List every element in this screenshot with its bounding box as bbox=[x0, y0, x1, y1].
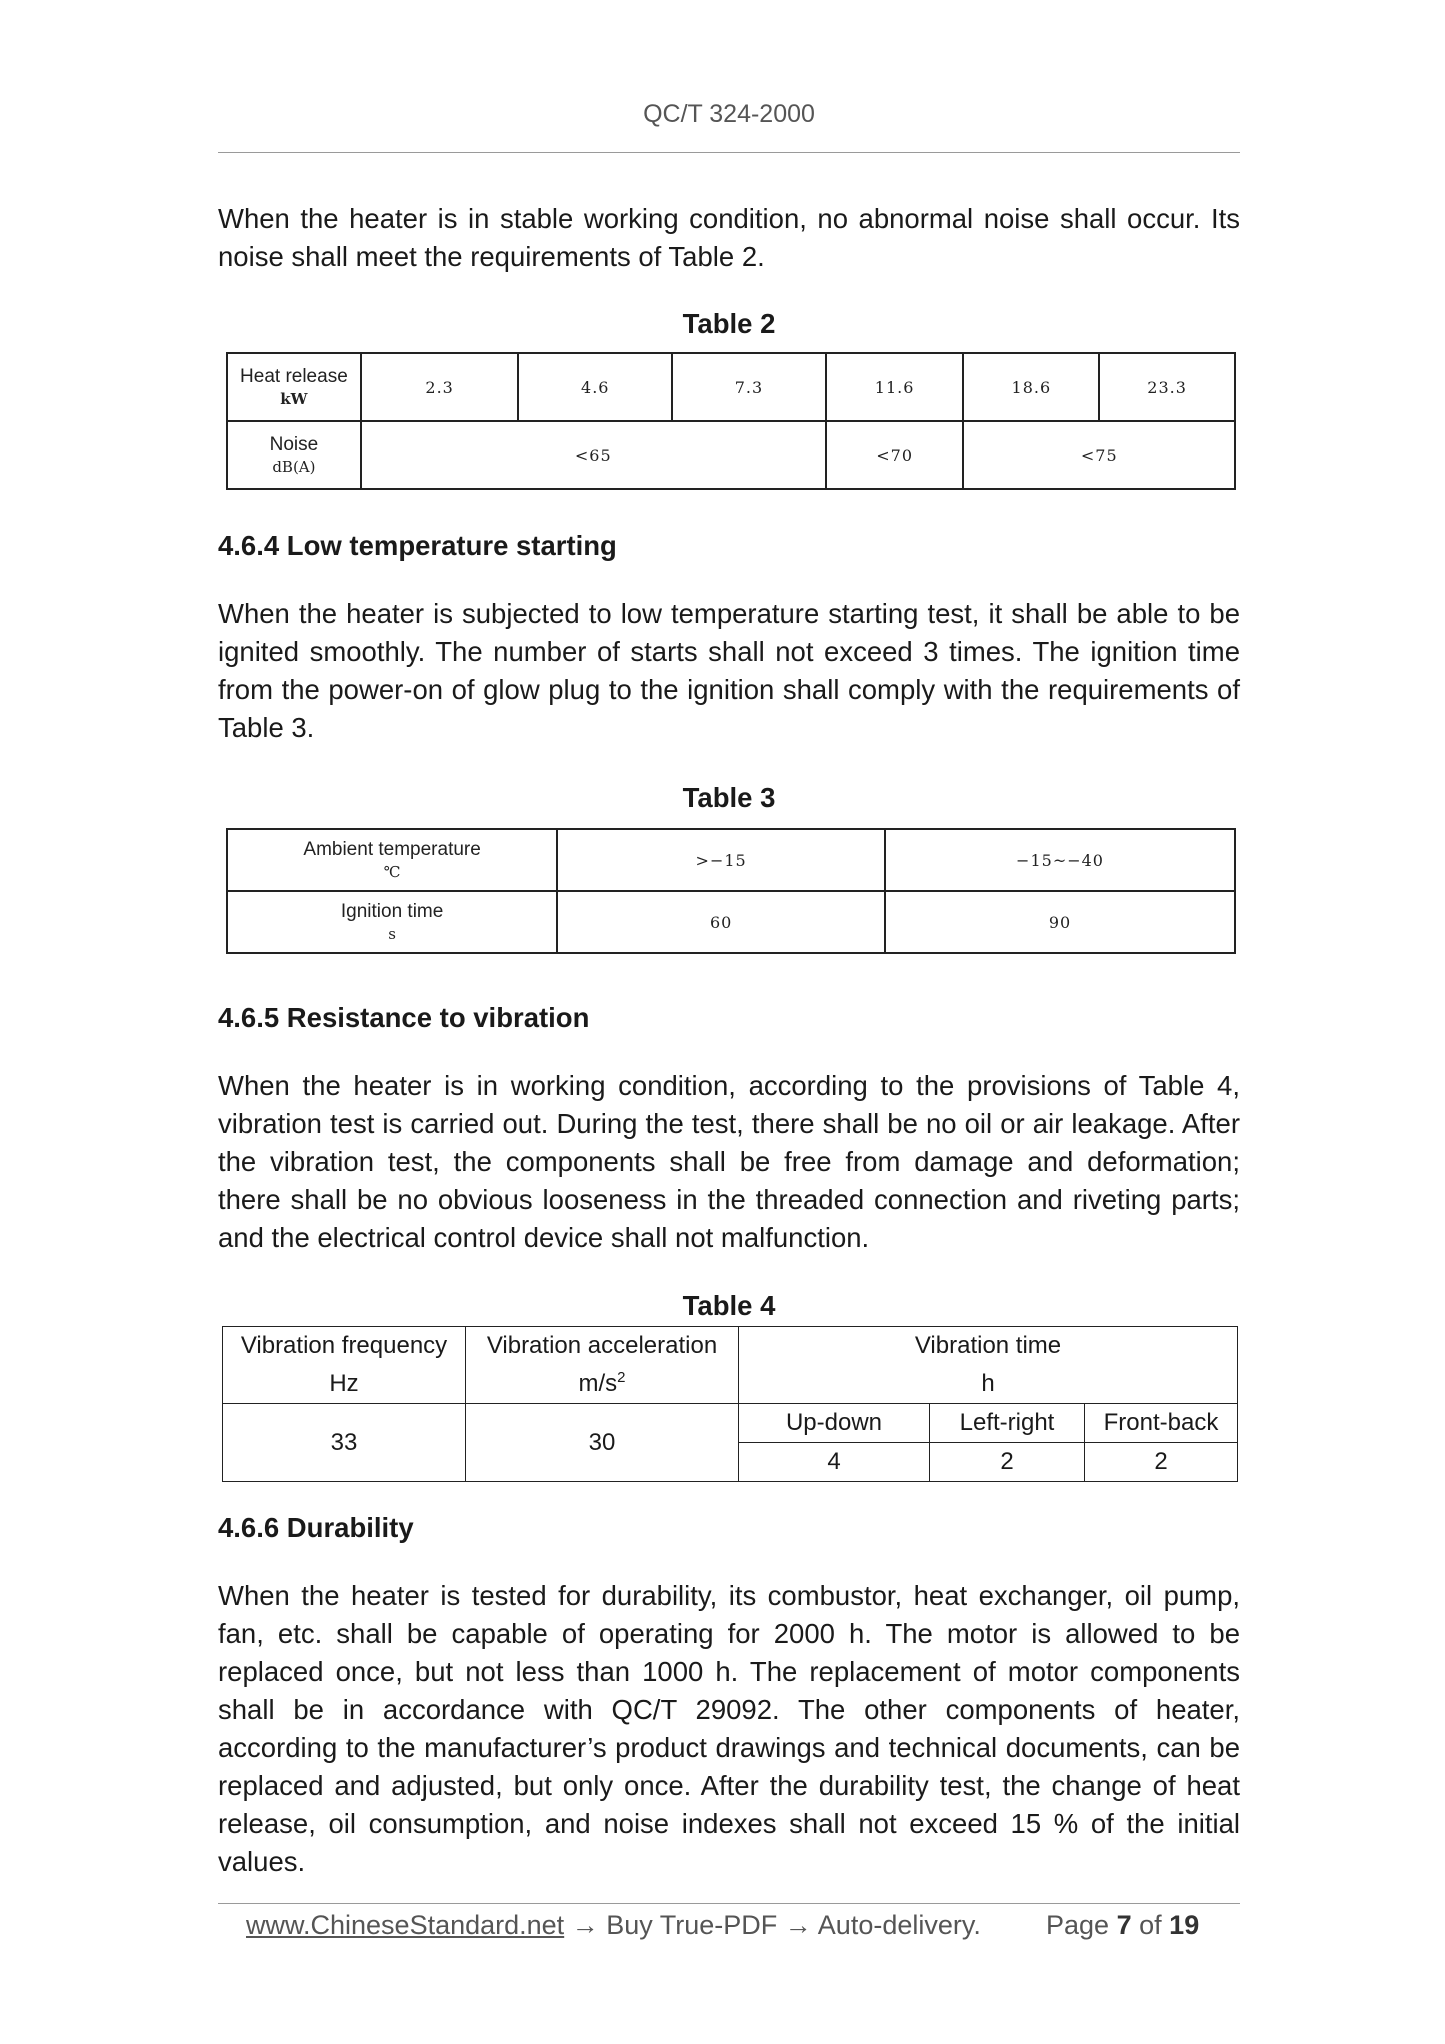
table3-time-cell: 60 bbox=[557, 891, 885, 953]
table3-row-header-ignition-time bbox=[227, 891, 557, 953]
page-label: Page bbox=[1046, 1910, 1110, 1940]
table2-heat-cell: 7.3 bbox=[672, 353, 826, 421]
table2-title: Table 2 bbox=[682, 308, 776, 339]
table4-time-unit: h bbox=[981, 1370, 995, 1397]
header-divider bbox=[218, 152, 1240, 153]
table2-noise-cell: <65 bbox=[361, 421, 826, 489]
table2-heat-cell: 18.6 bbox=[963, 353, 1099, 421]
table4-subheader-left-right: Left-right bbox=[930, 1404, 1085, 1443]
table4-time-label: Vibration time bbox=[914, 1332, 1062, 1359]
table2-heat-cell: 4.6 bbox=[518, 353, 672, 421]
table4-frequency-label: Vibration frequency bbox=[240, 1332, 448, 1359]
table4-subheader-front-back: Front-back bbox=[1085, 1404, 1238, 1443]
table4-acceleration-unit-exponent: 2 bbox=[617, 1369, 626, 1386]
footer-promo bbox=[246, 1910, 981, 1941]
table4-time-value: 2 bbox=[1085, 1443, 1238, 1482]
section-4-6-6-paragraph: When the heater is tested for durability, its combustor, heat exchanger, oil pump, fan, etc. shall be capable of operating for 2000 h. The motor is allowed to be replaced once, but not less than 1000 h. The replacement of motor components shall be in accordance with QC/T 29092. The other components of heater, according to the manufacturer’s product drawings and technical documents, can be replaced and adjusted, but only once. After the durability test, the change of heat release, oil consumption, and noise indexes shall not exceed 15 % of the initial values. bbox=[218, 1580, 1240, 1877]
table3-temperature-cell: −15~−40 bbox=[885, 829, 1235, 891]
table3-ignition-unit: s bbox=[388, 925, 396, 943]
table4-header-time bbox=[739, 1327, 1238, 1404]
table4-time-value: 2 bbox=[930, 1443, 1085, 1482]
section-4-6-4-heading: 4.6.4 Low temperature starting bbox=[218, 530, 617, 561]
table4-acceleration-unit-base: m/s bbox=[578, 1370, 618, 1397]
document-id-header: QC/T 324-2000 bbox=[643, 100, 815, 128]
table2-noise-cell: <70 bbox=[826, 421, 964, 489]
table2-noise-label: Noise bbox=[269, 434, 319, 455]
page-number: 7 bbox=[1116, 1910, 1132, 1940]
table2-heat-cell: 23.3 bbox=[1099, 353, 1235, 421]
table2-noise-cell: <75 bbox=[963, 421, 1235, 489]
website-link[interactable]: www.ChineseStandard.net bbox=[246, 1910, 565, 1940]
buy-pdf-text: Buy True-PDF bbox=[606, 1910, 778, 1940]
auto-delivery-text: Auto-delivery. bbox=[817, 1910, 981, 1940]
section-4-6-6-heading: 4.6.6 Durability bbox=[218, 1512, 414, 1543]
table2-row-header-heat-release bbox=[227, 353, 361, 421]
table3-time-cell: 90 bbox=[885, 891, 1235, 953]
table3-temperature-unit: ℃ bbox=[383, 863, 401, 881]
section-4-6-5-heading: 4.6.5 Resistance to vibration bbox=[218, 1002, 590, 1033]
table2-heat-cell: 2.3 bbox=[361, 353, 519, 421]
section-4-6-4-paragraph: When the heater is subjected to low temperature starting test, it shall be able to be ignited smoothly. The number of starts shall not exceed 3 times. The ignition time from the power-on of glow plug to the ignition shall comply with the requirements of Table 3. bbox=[218, 598, 1240, 743]
footer-divider bbox=[218, 1903, 1240, 1904]
table4-time-value: 4 bbox=[739, 1443, 930, 1482]
section-4-6-5-paragraph: When the heater is in working condition, according to the provisions of Table 4, vibration test is carried out. During the test, there shall be no oil or air leakage. After the vibration test, the components shall be free from damage and deformation; there shall be no obvious looseness in the threaded connection and riveting parts; and the electrical control device shall not malfunction. bbox=[218, 1070, 1240, 1253]
of-label: of bbox=[1139, 1910, 1162, 1940]
table3-temperature-cell: >−15 bbox=[557, 829, 885, 891]
table4-frequency-value: 33 bbox=[223, 1404, 466, 1482]
table2-heat-release-unit: kW bbox=[280, 390, 308, 408]
table4-header-acceleration bbox=[466, 1327, 739, 1404]
table3-ignition-label: Ignition time bbox=[340, 901, 444, 922]
table2-heat-cell: 11.6 bbox=[826, 353, 964, 421]
arrow-icon: → bbox=[571, 1910, 599, 1940]
total-pages: 19 bbox=[1169, 1910, 1200, 1940]
table3-temperature-label: Ambient temperature bbox=[303, 839, 481, 860]
table2-noise-unit: dB(A) bbox=[272, 458, 316, 476]
table3-title: Table 3 bbox=[682, 782, 776, 813]
table4-title: Table 4 bbox=[682, 1290, 776, 1321]
table3 bbox=[226, 828, 1236, 954]
arrow-icon: → bbox=[784, 1910, 812, 1940]
table2-heat-release-label: Heat release bbox=[240, 366, 348, 387]
table4-header-frequency bbox=[223, 1327, 466, 1404]
page-indicator bbox=[1046, 1910, 1199, 1941]
table4-frequency-unit: Hz bbox=[329, 1370, 359, 1397]
table4-acceleration-value: 30 bbox=[466, 1404, 739, 1482]
table3-row-header-temperature bbox=[227, 829, 557, 891]
table4-acceleration-label: Vibration acceleration bbox=[486, 1332, 718, 1359]
table4-acceleration-unit bbox=[466, 1365, 738, 1403]
table4-subheader-up-down: Up-down bbox=[739, 1404, 930, 1443]
table2 bbox=[226, 352, 1236, 490]
table2-row-header-noise bbox=[227, 421, 361, 489]
table4 bbox=[222, 1326, 1238, 1482]
intro-paragraph: When the heater is in stable working condition, no abnormal noise shall occur. Its noise shall meet the requirements of Table 2. bbox=[218, 203, 1240, 272]
